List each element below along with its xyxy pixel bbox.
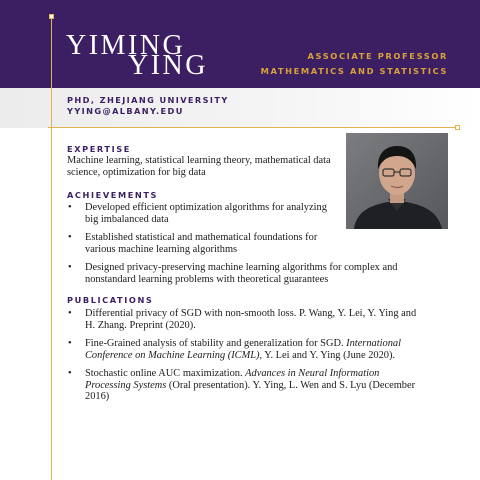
first-name: YIMING: [66, 30, 186, 61]
bullet: •: [68, 368, 72, 379]
department: MATHEMATICS AND STATISTICS: [260, 66, 448, 76]
publication-venue: Advances in Neural Information Processing Systems: [85, 368, 380, 391]
horizontal-gold-rule: [48, 127, 458, 128]
publication-venue: International Conference on Machine Learning (ICML),: [85, 338, 401, 361]
achievements-list: [67, 202, 398, 292]
email: YYING@ALBANY.EDU: [67, 106, 184, 116]
publication-details: (Oral presentation). Y. Ying, L. Wen and S. Lyu (December 2016): [85, 379, 416, 402]
publications-list: [67, 308, 417, 410]
rule-endpoint-square: [49, 14, 54, 19]
publication-details: Y. Lei and Y. Ying (June 2020).: [262, 349, 396, 361]
expertise-text: Machine learning, statistical learning theory, mathematical data science, optimization for big data: [67, 155, 331, 178]
publication-text: Stochastic online AUC maximization.: [85, 368, 246, 379]
achievement-text: Developed efficient optimization algorithms for analyzing big imbalanced data: [85, 202, 327, 225]
list-item: [67, 368, 417, 403]
publications-heading: PUBLICATIONS: [67, 295, 154, 305]
last-name: YING: [128, 50, 208, 81]
publication-text: Differential privacy of SGD with non-smooth loss. P. Wang, Y. Lei, Y. Ying and H. Zhang. Preprint (2020).: [85, 308, 417, 331]
bullet: •: [68, 308, 72, 319]
list-item: [67, 308, 417, 331]
list-item: [67, 338, 417, 361]
achievement-text: Established statistical and mathematical foundations for various machine learning algorithms: [85, 232, 318, 255]
bullet: •: [68, 262, 72, 273]
vertical-gold-rule: [51, 16, 52, 480]
list-item: [67, 262, 425, 285]
job-title: ASSOCIATE PROFESSOR: [307, 51, 448, 61]
bullet: •: [68, 202, 72, 213]
achievements-heading: ACHIEVEMENTS: [67, 190, 159, 200]
achievement-text: Designed privacy-preserving machine learning algorithms for complex and nonstandard learning problems with theoretical guarantees: [85, 262, 398, 285]
list-item: [67, 232, 337, 255]
list-item: [67, 202, 337, 225]
degree: PHD, ZHEJIANG UNIVERSITY: [67, 95, 229, 105]
rule-endpoint-square: [455, 125, 460, 130]
portrait-illustration: [346, 133, 448, 229]
bullet: •: [68, 338, 72, 349]
expertise-heading: EXPERTISE: [67, 144, 131, 154]
bullet: •: [68, 232, 72, 243]
portrait-photo: [346, 133, 448, 229]
publication-text: Fine-Grained analysis of stability and generalization for SGD.: [85, 338, 347, 349]
